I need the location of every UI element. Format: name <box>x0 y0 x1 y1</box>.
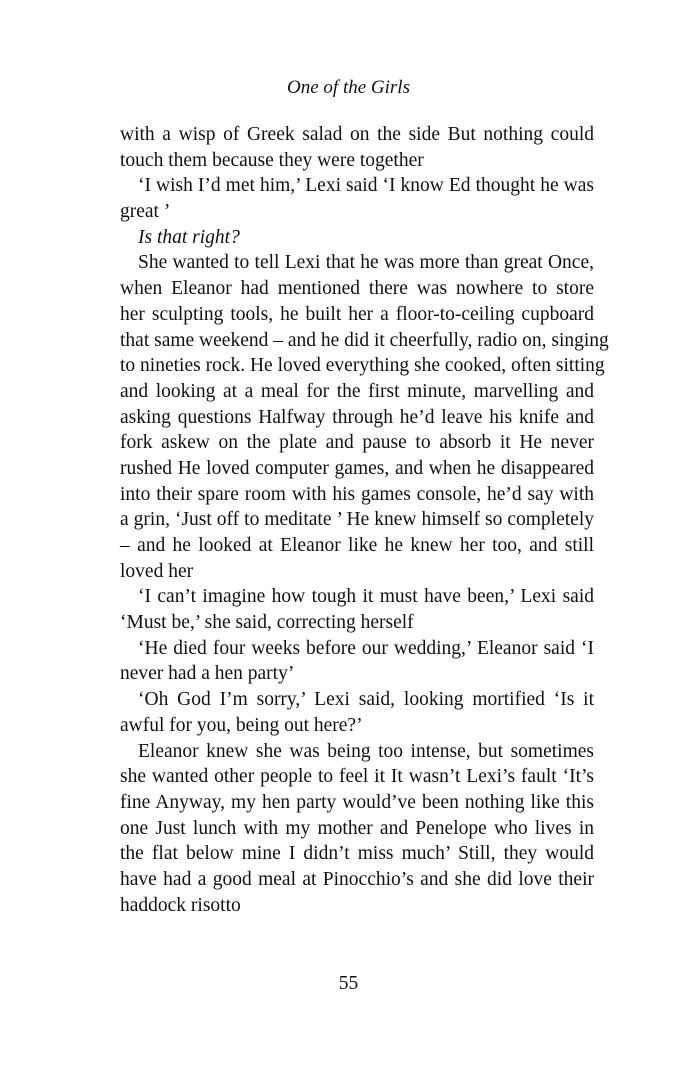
text-line: with a wisp of Greek salad on the side But nothing could <box>120 124 594 145</box>
text-line: one Just lunch with my mother and Penelope who lives in <box>120 817 594 839</box>
text-line: ‘Must be,’ she said, correcting herself <box>120 612 414 634</box>
text-line: never had a hen party’ <box>120 663 295 685</box>
text-line: touch them because they were together <box>120 149 424 171</box>
text-line: – and he looked at Eleanor like he knew her too, and still <box>120 535 594 556</box>
text-line: ‘I can’t imagine how tough it must have been,’ Lexi said <box>138 586 594 608</box>
text-line: haddock risotto <box>120 894 241 916</box>
text-line: a grin, ‘Just off to meditate ’ He knew himself so completely <box>120 509 594 531</box>
body-text <box>120 122 609 918</box>
text-line: Eleanor knew she was being too intense, but sometimes <box>138 740 594 762</box>
text-line: ‘Oh God I’m sorry,’ Lexi said, looking mortified ‘Is it <box>138 689 594 711</box>
text-line: fork askew on the plate and pause to absorb it He never <box>120 432 594 454</box>
text-line: ‘I wish I’d met him,’ Lexi said ‘I know Ed thought he was <box>138 175 594 197</box>
text-line: to nineties rock. He loved everything she cooked, often sitting <box>120 355 605 377</box>
text-line: awful for you, being out here?’ <box>120 714 363 736</box>
text-line: great ’ <box>120 201 171 223</box>
running-head: One of the Girls <box>287 77 410 98</box>
text-line: fine Anyway, my hen party would’ve been nothing like this <box>120 791 594 813</box>
text-line: she wanted other people to feel it It wasn’t Lexi’s fault ‘It’s <box>120 766 594 788</box>
text-line: She wanted to tell Lexi that he was more than great Once, <box>138 252 594 274</box>
text-line: loved her <box>120 560 194 582</box>
text-line: ‘He died four weeks before our wedding,’ Eleanor said ‘I <box>138 637 594 659</box>
page-number: 55 <box>338 973 359 994</box>
text-line: her sculpting tools, he built her a floor-to-ceiling cupboard <box>120 303 594 325</box>
text-line: asking questions Halfway through he’d leave his knife and <box>120 406 594 428</box>
text-line: that same weekend – and he did it cheerfully, radio on, singing <box>120 329 609 351</box>
text-line: Is that right? <box>138 226 240 248</box>
text-line: and looking at a meal for the first minute, marvelling and <box>120 380 594 402</box>
text-line: into their spare room with his games console, he’d say with <box>120 483 594 505</box>
text-line: the flat below mine I didn’t miss much’ Still, they would <box>120 843 594 865</box>
text-line: when Eleanor had mentioned there was nowhere to store <box>120 278 594 300</box>
text-line: rushed He loved computer games, and when he disappeared <box>120 457 594 479</box>
text-line: have had a good meal at Pinocchio’s and she did love their <box>120 868 594 890</box>
